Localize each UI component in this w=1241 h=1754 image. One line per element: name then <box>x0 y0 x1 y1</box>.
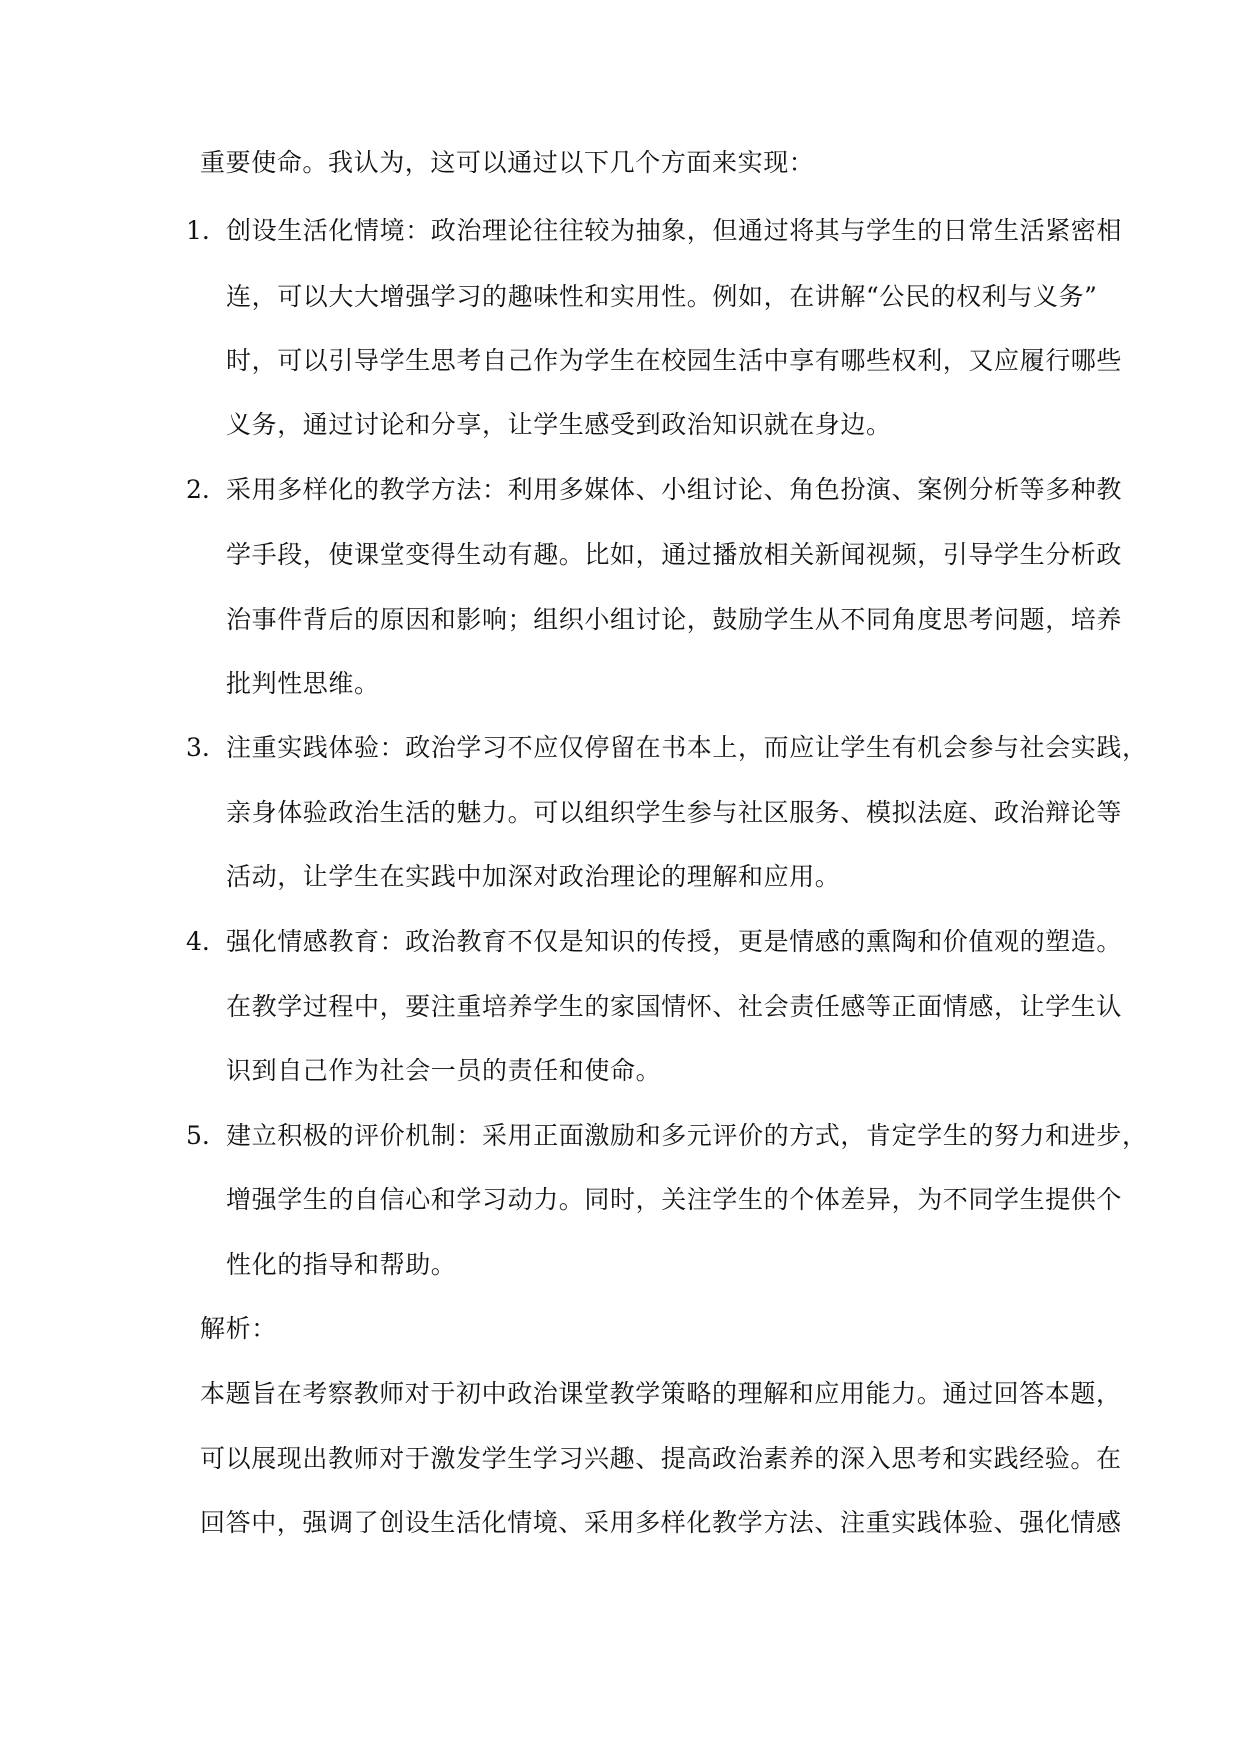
list-item-3-line-1: 注重实践体验：政治学习不应仅停留在书本上，而应让学生有机会参与社会实践， <box>226 733 1148 762</box>
list-item-1-line-2: 连，可以大大增强学习的趣味性和实用性。例如，在讲解“公民的权利与义务” <box>226 282 1098 311</box>
analysis-line-1: 本题旨在考察教师对于初中政治课堂教学策略的理解和应用能力。通过回答本题， <box>200 1379 1122 1408</box>
list-item-2-line-3: 治事件背后的原因和影响；组织小组讨论，鼓励学生从不同角度思考问题，培养 <box>226 605 1123 634</box>
list-item-4-line-1: 强化情感教育：政治教育不仅是知识的传授，更是情感的熏陶和价值观的塑造。 <box>226 927 1123 956</box>
list-item-number-5: 5. <box>186 1121 210 1150</box>
intro-line: 重要使命。我认为，这可以通过以下几个方面来实现： <box>200 148 815 177</box>
list-item-number-1: 1. <box>186 216 210 245</box>
list-item-number-2: 2. <box>186 475 210 504</box>
list-item-3-line-3: 活动，让学生在实践中加深对政治理论的理解和应用。 <box>226 862 841 891</box>
list-item-number-4: 4. <box>186 927 210 956</box>
list-item-5-line-3: 性化的指导和帮助。 <box>226 1250 457 1279</box>
analysis-line-2: 可以展现出教师对于激发学生学习兴趣、提高政治素养的深入思考和实践经验。在 <box>200 1444 1122 1473</box>
list-item-1-line-4: 义务，通过讨论和分享，让学生感受到政治知识就在身边。 <box>226 410 892 439</box>
list-item-number-3: 3. <box>186 733 210 762</box>
list-item-4-line-3: 识到自己作为社会一员的责任和使命。 <box>226 1056 662 1085</box>
list-item-5-line-1: 建立积极的评价机制：采用正面激励和多元评价的方式，肯定学生的努力和进步， <box>226 1121 1148 1150</box>
list-item-4-line-2: 在教学过程中，要注重培养学生的家国情怀、社会责任感等正面情感，让学生认 <box>226 992 1123 1021</box>
list-item-5-line-2: 增强学生的自信心和学习动力。同时，关注学生的个体差异，为不同学生提供个 <box>226 1185 1123 1214</box>
analysis-label: 解析： <box>200 1314 277 1343</box>
list-item-2-line-4: 批判性思维。 <box>226 669 380 698</box>
list-item-1-line-3: 时，可以引导学生思考自己作为学生在校园生活中享有哪些权利，又应履行哪些 <box>226 346 1123 375</box>
list-item-3-line-2: 亲身体验政治生活的魅力。可以组织学生参与社区服务、模拟法庭、政治辩论等 <box>226 798 1123 827</box>
list-item-2-line-2: 学手段，使课堂变得生动有趣。比如，通过播放相关新闻视频，引导学生分析政 <box>226 540 1123 569</box>
list-item-1-line-1: 创设生活化情境：政治理论往往较为抽象，但通过将其与学生的日常生活紧密相 <box>226 216 1123 245</box>
list-item-2-line-1: 采用多样化的教学方法：利用多媒体、小组讨论、角色扮演、案例分析等多种教 <box>226 475 1123 504</box>
analysis-line-3: 回答中，强调了创设生活化情境、采用多样化教学方法、注重实践体验、强化情感 <box>200 1508 1122 1537</box>
